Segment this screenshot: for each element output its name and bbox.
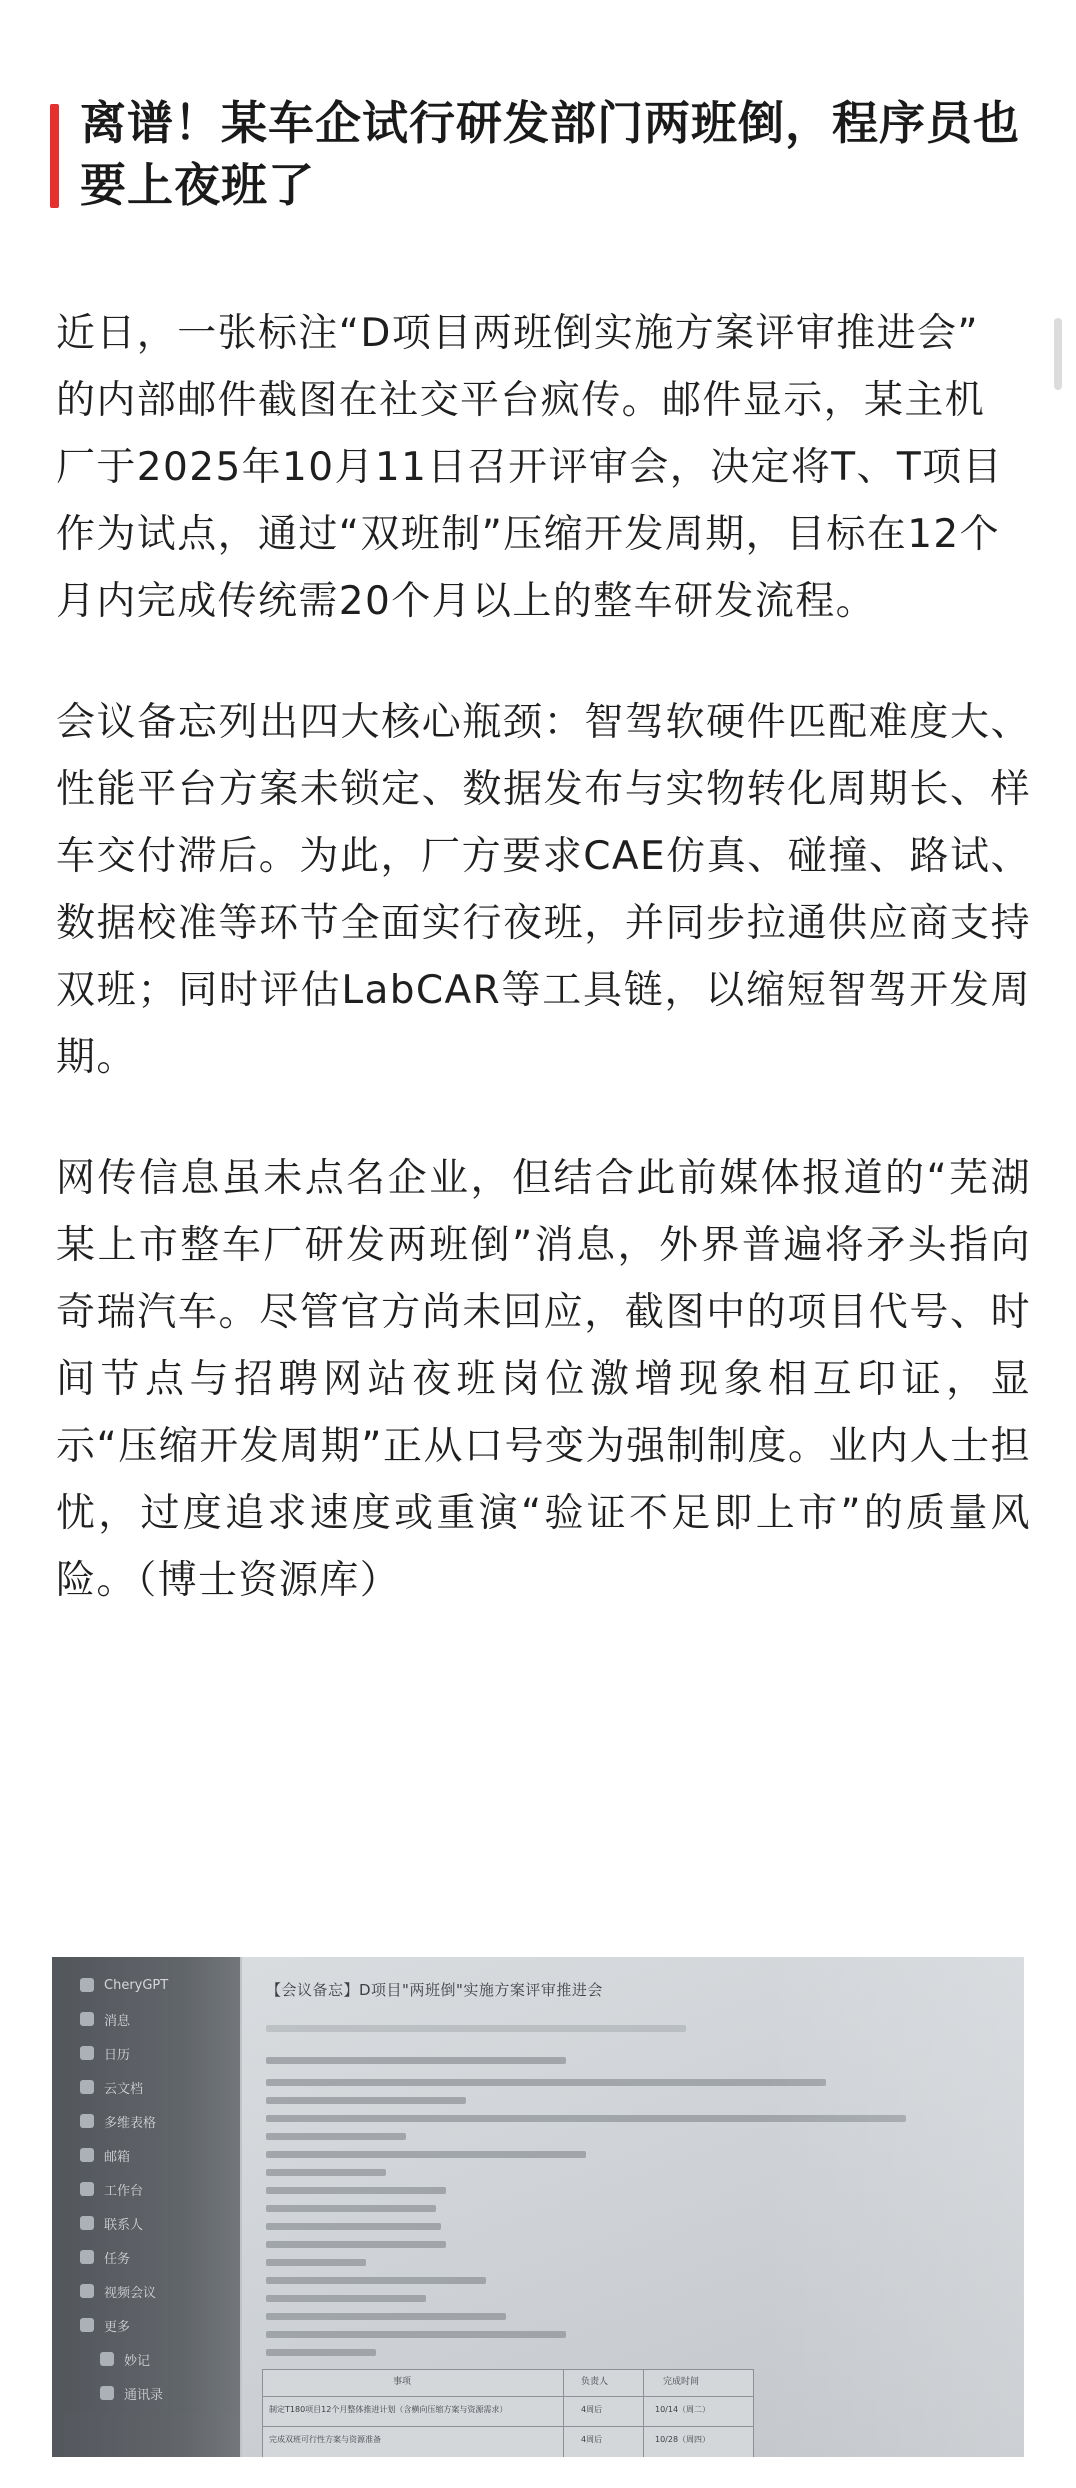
table-cell: 10/14（周二） — [655, 2405, 711, 2414]
paragraph-2: 会议备忘列出四大核心瓶颈：智驾软硬件匹配难度大、性能平台方案未锁定、数据发布与实物转化周期长、样车交付滞后。为此，厂方要求CAE仿真、碰撞、路试、数据校准等环节全面实行夜班，并同步拉通供应商支持双班；同时评估LabCAR等工具链，以缩短智驾开发周期。 — [56, 700, 1031, 1080]
table-cell: 10/28（周四） — [655, 2435, 711, 2444]
photo-sidebar-item: 工作台 — [80, 2177, 143, 2201]
photo-sidebar-item: 消息 — [80, 2007, 130, 2031]
paragraph-3: 网传信息虽未点名企业，但结合此前媒体报道的“芜湖某上市整车厂研发两班倒”消息，外界普遍将矛头指向奇瑞汽车。尽管官方尚未回应，截图中的项目代号、时间节点与招聘网站夜班岗位激增现象相互印证，显示“压缩开发周期”正从口号变为强制制度。业内人士担忧，过度追求速度或重演“验证不足即上市”的质量风险。（博士资源库） — [56, 1156, 1031, 1603]
table-cell: 完成双班可行性方案与资源准备 — [269, 2435, 381, 2444]
table-cell: 4周后 — [581, 2405, 603, 2414]
photo-text-line — [266, 2169, 386, 2176]
table-row-divider — [263, 2396, 753, 2397]
table-header: 事项 — [393, 2377, 412, 2387]
paragraph-1-line: 作为试点，通过“双班制”压缩开发周期，目标在12个 — [56, 512, 1001, 557]
photo-text-line — [266, 2151, 586, 2158]
photo-sidebar-item: 多维表格 — [80, 2109, 156, 2133]
scrollbar[interactable] — [1054, 318, 1062, 390]
photo-sidebar-item: 视频会议 — [80, 2279, 156, 2303]
table-col-divider — [643, 2370, 644, 2457]
article-title: 离谱！某车企试行研发部门两班倒，程序员也要上夜班了 — [80, 96, 1020, 212]
table-row-divider — [263, 2426, 753, 2427]
photo-text-line — [266, 2097, 466, 2104]
grid-icon — [80, 2182, 94, 2196]
photo-sidebar-item: CheryGPT — [80, 1973, 168, 1997]
more-icon — [80, 2318, 94, 2332]
paragraph-1 — [56, 300, 1031, 635]
photo-text-line — [266, 2295, 426, 2302]
photo-sidebar-item: 通讯录 — [100, 2381, 163, 2405]
table-cell: 制定T180项目12个月整体推进计划（含横向压缩方案与资源需求） — [269, 2405, 508, 2414]
table-col-divider — [563, 2370, 564, 2457]
photo-text-line — [266, 2313, 506, 2320]
app-icon — [80, 1978, 94, 1992]
photo-sidebar-item: 更多 — [80, 2313, 130, 2337]
photo-sidebar-item: 任务 — [80, 2245, 130, 2269]
photo-sidebar-item: 联系人 — [80, 2211, 143, 2235]
photo-text-line — [266, 2241, 446, 2248]
note-icon — [100, 2352, 114, 2366]
table-header: 完成时间 — [663, 2377, 700, 2387]
paragraph-1-line: 厂于2025年10月11日召开评审会，决定将T、T项目 — [56, 445, 1003, 490]
photo-sidebar-item: 云文档 — [80, 2075, 143, 2099]
photo-text-line — [266, 2349, 376, 2356]
contacts-icon — [80, 2216, 94, 2230]
calendar-icon — [80, 2046, 94, 2060]
photo-sidebar-item: 妙记 — [100, 2347, 150, 2371]
paragraph-1-line: 近日，一张标注“D项目两班倒实施方案评审推进会” — [56, 311, 980, 356]
article-body — [56, 300, 1031, 1668]
video-icon — [80, 2284, 94, 2298]
table-cell: 4周后 — [581, 2435, 603, 2444]
paragraph-1-line: 月内完成传统需20个月以上的整车研发流程。 — [56, 579, 877, 624]
chat-icon — [80, 2012, 94, 2026]
photo-text-line — [266, 2259, 366, 2266]
photo-text-line — [266, 2205, 436, 2212]
photo-text-line — [266, 2057, 566, 2064]
article-header — [50, 92, 1060, 216]
photo-text-line — [266, 2133, 406, 2140]
photo-text-line — [266, 2187, 446, 2194]
photo-table — [262, 2369, 754, 2457]
photo-text-line — [266, 2223, 441, 2230]
photo-text-line — [266, 2079, 826, 2086]
task-icon — [80, 2250, 94, 2264]
photo-text-line — [266, 2025, 686, 2032]
photo-sidebar-item: 日历 — [80, 2041, 130, 2065]
table-header: 负责人 — [581, 2377, 609, 2387]
doc-icon — [80, 2080, 94, 2094]
photo-text-line — [266, 2331, 566, 2338]
paragraph-1-line: 的内部邮件截图在社交平台疯传。邮件显示，某主机 — [56, 378, 986, 423]
addressbook-icon — [100, 2386, 114, 2400]
photo-glare — [764, 1957, 1024, 2457]
photo-mail-subject: 【会议备忘】D项目"两班倒"实施方案评审推进会 — [266, 1981, 603, 1999]
table-icon — [80, 2114, 94, 2128]
email-screenshot-photo — [52, 1957, 1024, 2457]
mail-icon — [80, 2148, 94, 2162]
title-accent-bar — [50, 104, 59, 208]
photo-sidebar — [52, 1957, 240, 2457]
photo-text-line — [266, 2277, 486, 2284]
photo-sidebar-item: 邮箱 — [80, 2143, 130, 2167]
